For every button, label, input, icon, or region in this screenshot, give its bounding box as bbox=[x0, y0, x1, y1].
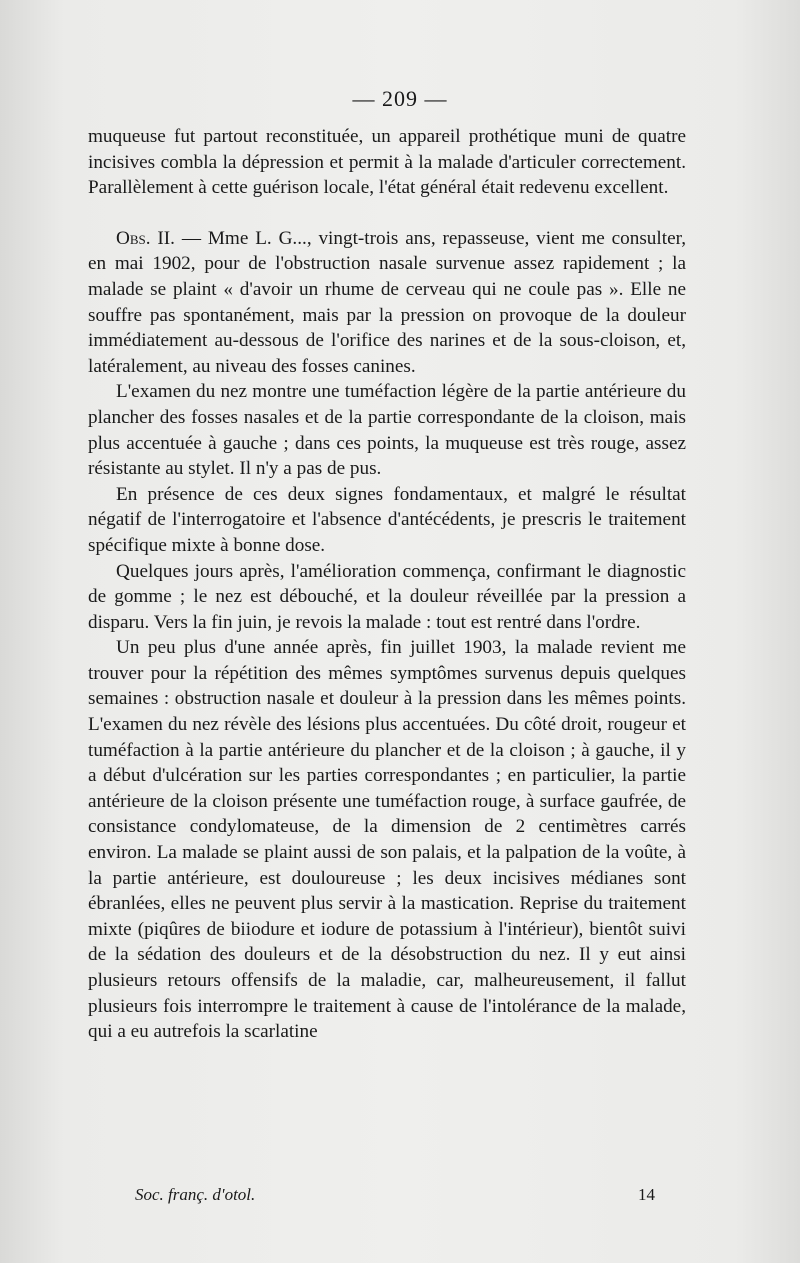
footer-journal: Soc. franç. d'otol. bbox=[135, 1185, 256, 1204]
observation-label: Obs. II. — bbox=[116, 227, 208, 249]
paragraph: En présence de ces deux signes fondamentaux, et malgré le résultat négatif de l'interrogatoire et l'absence d'antécédents, je prescris le traitement spécifique mixte à bonne dose. bbox=[88, 483, 686, 556]
footer-signature-mark: 14 bbox=[638, 1185, 655, 1204]
paragraph: Un peu plus d'une année après, fin juillet 1903, la malade revient me trouver pour la répétition des mêmes symptômes survenus depuis quelques semaines : obstruction nasale et douleur à la pression dans les mêmes points. L'examen du nez révèle des lésions plus accentuées. Du côté droit, rougeur et tuméfaction à la partie antérieure du plancher et de la cloison ; à gauche, il y a début d'ulcération sur les parties correspondantes ; en particulier, la partie antérieure de la cloison présente une tuméfaction rouge, à surface gaufrée, de consistance condylomateuse, de la dimension de 2 centimètres carrés environ. La malade se plaint aussi de son palais, et la palpation de la voûte, à la partie antérieure, est douloureuse ; les deux incisives médianes sont ébranlées, elles ne peuvent plus servir à la mastication. Reprise du traitement mixte (piqûres de biiodure et iodure de potassium à l'intérieur), bientôt suivi de la sédation des douleurs et de la désobstruction du nez. Il y eut ainsi plusieurs retours offensifs de la maladie, car, malheureusement, il fallut plusieurs fois interrompre le traitement à cause de l'intolérance de la malade, qui a eu autrefois la scarlatine bbox=[88, 637, 686, 1043]
body-text bbox=[88, 124, 686, 1045]
paragraph-obs bbox=[88, 226, 686, 380]
paragraph-obs-text: Mme L. G..., vingt-trois ans, repasseuse, vient me consulter, en mai 1902, pour de l'obstruction nasale survenue assez rapidement ; la malade se plaint « d'avoir un rhume de cerveau qui ne coule pas ». Elle ne souffre pas spontanément, mais par la pression on provoque de la douleur immédiatement au-dessous de l'orifice des narines et de la sous-cloison, et, latéralement, au niveau des fosses canines. bbox=[88, 227, 686, 377]
paragraph: muqueuse fut partout reconstituée, un appareil prothétique muni de quatre incisives combla la dépression et permit à la malade d'articuler correctement. Parallèlement à cette guérison locale, l'état général était redevenu excellent. bbox=[88, 126, 686, 199]
page-number: — 209 — bbox=[352, 86, 448, 111]
paragraph: Quelques jours après, l'amélioration commença, confirmant le diagnostic de gomme ; le nez est débouché, et la douleur réveillée par la pression a disparu. Vers la fin juin, je revois la malade : tout est rentré dans l'ordre. bbox=[88, 560, 686, 633]
footer bbox=[135, 1185, 655, 1205]
paragraph: L'examen du nez montre une tuméfaction légère de la partie antérieure du plancher des fosses nasales et de la partie correspondante de la cloison, mais plus accentuée à gauche ; dans ces points, la muqueuse est très rouge, assez résistante au stylet. Il n'y a pas de pus. bbox=[88, 381, 686, 480]
